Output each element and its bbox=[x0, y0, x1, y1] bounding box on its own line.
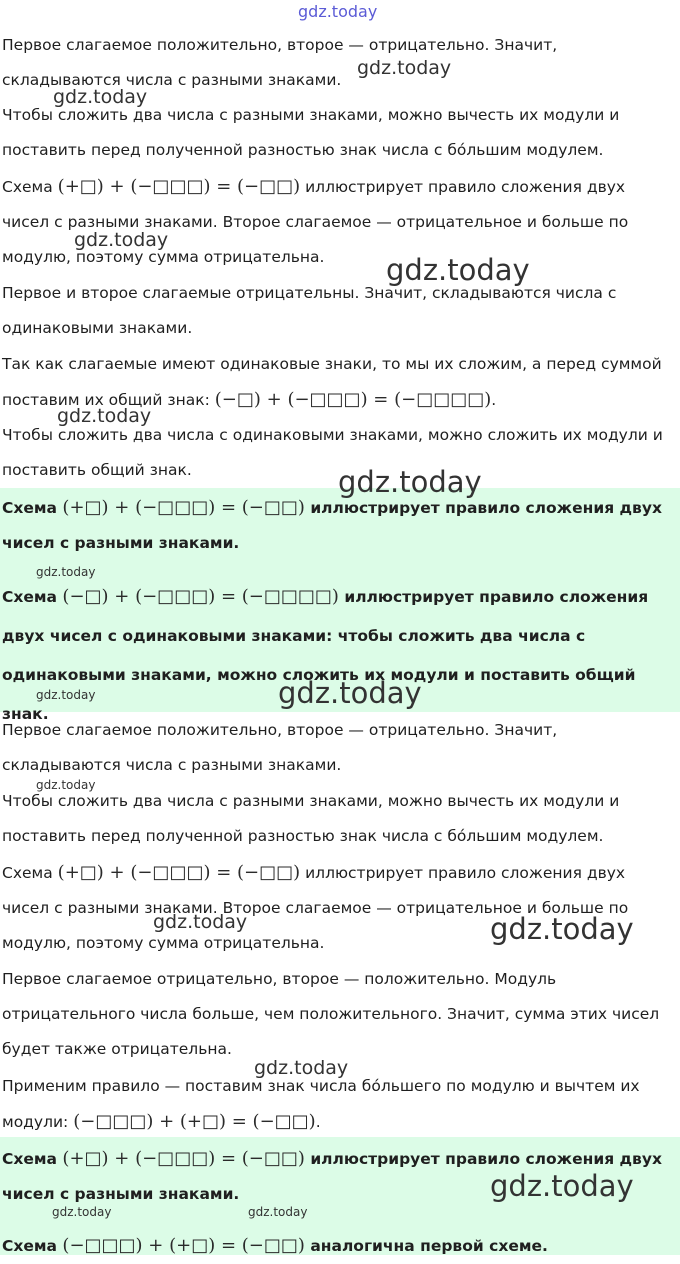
scheme-word: Схема bbox=[2, 1150, 58, 1168]
paragraph: Первое слагаемое положительно, второе — отрицательно. Значит, складываются числа с разными знаками. bbox=[2, 36, 558, 89]
watermark: gdz.today bbox=[278, 676, 422, 710]
paragraph-text: иллюстрирует правило сложения двух чисел с разными знаками. Второе слагаемое — отрицательное и больше по модулю, поэтому сумма отрицательна. bbox=[2, 864, 629, 952]
paragraph-text: Так как слагаемые имеют одинаковые знаки, то мы их сложим, а перед суммой поставим их общий знак: bbox=[2, 355, 662, 409]
formula: (−□□□) + (+□) = (−□□) bbox=[73, 1111, 316, 1132]
answer-text: аналогична первой схеме. bbox=[310, 1237, 548, 1255]
paragraph: Чтобы сложить два числа с разными знаками, можно вычесть их модули и поставить перед полученной разностью знак числа с бо́льшим модулем. bbox=[2, 792, 620, 845]
watermark: gdz.today bbox=[357, 57, 452, 79]
paragraph bbox=[2, 169, 674, 275]
watermark: gdz.today bbox=[36, 688, 96, 702]
scheme-word: Схема bbox=[2, 178, 53, 196]
paragraph-text: Применим правило — поставим знак числа бо́льшего по модулю и вычтем их модули: bbox=[2, 1077, 640, 1131]
paragraph bbox=[2, 1069, 674, 1140]
formula: (+□) + (−□□□) = (−□□) bbox=[62, 1148, 305, 1169]
formula: (−□) + (−□□□) = (−□□□□) bbox=[214, 389, 492, 410]
scheme-word: Схема bbox=[2, 499, 58, 517]
watermark: gdz.today bbox=[57, 405, 152, 427]
paragraph-text: иллюстрирует правило сложения двух чисел с разными знаками. Второе слагаемое — отрицательное и больше по модулю, поэтому сумма отрицательна. bbox=[2, 178, 629, 266]
scheme-word: Схема bbox=[2, 588, 58, 606]
watermark: gdz.today bbox=[490, 1169, 634, 1203]
paragraph: Первое слагаемое положительно, второе — отрицательно. Значит, складываются числа с разными знаками. bbox=[2, 721, 558, 774]
answer-1 bbox=[2, 490, 674, 561]
formula: (+□) + (−□□□) = (−□□) bbox=[62, 497, 305, 518]
watermark: gdz.today bbox=[490, 912, 634, 946]
watermark: gdz.today bbox=[52, 1205, 112, 1219]
formula: (−□) + (−□□□) = (−□□□□) bbox=[62, 586, 339, 607]
watermark: gdz.today bbox=[338, 465, 482, 499]
watermark: gdz.today bbox=[36, 778, 96, 792]
paragraph: Первое и второе слагаемые отрицательны. Значит, складываются числа с одинаковыми знаками. bbox=[2, 284, 617, 337]
period: . bbox=[491, 391, 497, 409]
formula: (−□□□) + (+□) = (−□□) bbox=[62, 1235, 305, 1256]
watermark: gdz.today bbox=[53, 86, 148, 108]
period: . bbox=[315, 1113, 321, 1131]
answer-text: иллюстрирует правило сложения двух чисел с разными знаками. bbox=[2, 1150, 662, 1203]
watermark: gdz.today bbox=[254, 1057, 349, 1079]
paragraph: Чтобы сложить два числа с разными знаками, можно вычесть их модули и поставить перед полученной разностью знак числа с бо́льшим модулем. bbox=[2, 106, 620, 159]
formula: (+□) + (−□□□) = (−□□) bbox=[57, 862, 301, 883]
answer-4 bbox=[2, 1228, 674, 1264]
watermark: gdz.today bbox=[298, 2, 378, 21]
scheme-word: Схема bbox=[2, 1237, 58, 1255]
formula: (+□) + (−□□□) = (−□□) bbox=[57, 176, 301, 197]
paragraph: Чтобы сложить два числа с одинаковыми знаками, можно сложить их модули и поставить общий знак. bbox=[2, 426, 663, 479]
watermark: gdz.today bbox=[74, 229, 169, 251]
watermark: gdz.today bbox=[248, 1205, 308, 1219]
scheme-word: Схема bbox=[2, 864, 53, 882]
answer-text: иллюстрирует правило сложения двух чисел с разными знаками. bbox=[2, 499, 662, 552]
watermark: gdz.today bbox=[153, 911, 248, 933]
answer-text: иллюстрирует правило сложения двух чисел с одинаковыми знаками: чтобы сложить два числа с одинаковыми знаками, можно сложить их модули и поставить общий знак. bbox=[2, 588, 649, 723]
paragraph: Первое слагаемое отрицательно, второе — положительно. Модуль отрицательного числа больше, чем положительного. Значит, сумма этих чисел будет также отрицательна. bbox=[2, 970, 660, 1058]
watermark: gdz.today bbox=[36, 565, 96, 579]
watermark: gdz.today bbox=[386, 253, 530, 287]
